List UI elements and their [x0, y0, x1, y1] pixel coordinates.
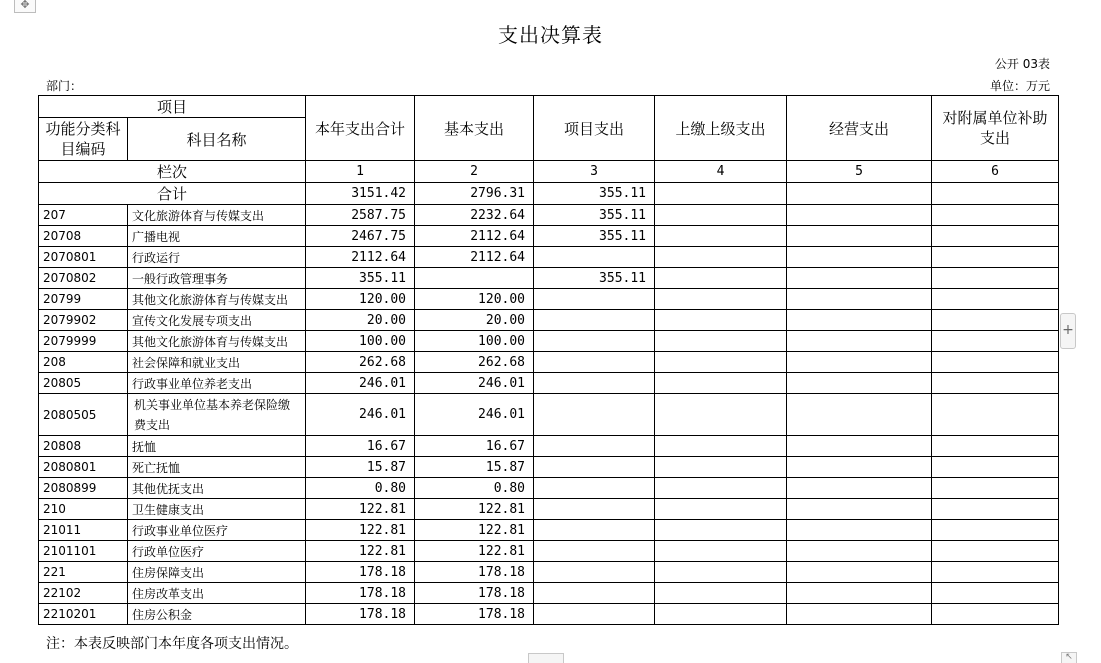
basic-cell: 246.01: [415, 394, 534, 436]
unit-label: 单位：万元: [989, 79, 1050, 93]
remit-cell: [655, 289, 787, 310]
code-cell: 2070802: [39, 268, 128, 289]
business-cell: [787, 436, 932, 457]
table-row: [39, 562, 1059, 583]
subsidy-cell: [932, 310, 1059, 331]
subject-name-cell: 广播电视: [128, 226, 306, 247]
project-cell: [534, 457, 655, 478]
code-cell: 2079999: [39, 331, 128, 352]
code-cell: 207: [39, 205, 128, 226]
code-cell: 208: [39, 352, 128, 373]
basic-cell: 100.00: [415, 331, 534, 352]
code-cell: 2080899: [39, 478, 128, 499]
expenditure-table: [38, 95, 1059, 625]
business-cell: [787, 373, 932, 394]
total-cell: 15.87: [306, 457, 415, 478]
header-item: 项目: [39, 96, 306, 118]
business-cell: [787, 289, 932, 310]
basic-cell: 122.81: [415, 499, 534, 520]
total-basic-cell: 2796.31: [415, 183, 534, 205]
basic-cell: 20.00: [415, 310, 534, 331]
project-cell: [534, 310, 655, 331]
remit-cell: [655, 583, 787, 604]
total-cell: 122.81: [306, 520, 415, 541]
business-cell: [787, 604, 932, 625]
table-row: [39, 478, 1059, 499]
table-row: [39, 352, 1059, 373]
header-basic: 基本支出: [415, 96, 534, 161]
subject-name-cell: 行政事业单位养老支出: [128, 373, 306, 394]
header-func-code: 功能分类科目编码: [39, 118, 128, 161]
project-cell: 355.11: [534, 226, 655, 247]
code-cell: 20808: [39, 436, 128, 457]
basic-cell: 16.67: [415, 436, 534, 457]
business-cell: [787, 520, 932, 541]
business-cell: [787, 499, 932, 520]
subject-name-cell: 抚恤: [128, 436, 306, 457]
basic-cell: 122.81: [415, 541, 534, 562]
column-index: 5: [787, 161, 932, 183]
code-cell: 2080801: [39, 457, 128, 478]
total-cell: 2112.64: [306, 247, 415, 268]
subject-name-cell: 住房改革支出: [128, 583, 306, 604]
basic-cell: 2112.64: [415, 226, 534, 247]
remit-cell: [655, 520, 787, 541]
subsidy-cell: [932, 541, 1059, 562]
total-cell: 20.00: [306, 310, 415, 331]
project-cell: [534, 499, 655, 520]
table-row: [39, 541, 1059, 562]
remit-cell: [655, 373, 787, 394]
form-number: 公开 03表: [994, 57, 1050, 71]
total-label: 合计: [39, 183, 306, 205]
total-project-cell: 355.11: [534, 183, 655, 205]
subsidy-cell: [932, 436, 1059, 457]
basic-cell: 2112.64: [415, 247, 534, 268]
table-row: [39, 604, 1059, 625]
header-business: 经营支出: [787, 96, 932, 161]
total-cell: 122.81: [306, 541, 415, 562]
code-cell: 20805: [39, 373, 128, 394]
code-cell: 20708: [39, 226, 128, 247]
table-row: [39, 226, 1059, 247]
total-cell: 16.67: [306, 436, 415, 457]
subsidy-cell: [932, 394, 1059, 436]
table-row: [39, 331, 1059, 352]
code-cell: 21011: [39, 520, 128, 541]
basic-cell: 2232.64: [415, 205, 534, 226]
basic-cell: 262.68: [415, 352, 534, 373]
subject-name-cell: 卫生健康支出: [128, 499, 306, 520]
remit-cell: [655, 331, 787, 352]
subsidy-cell: [932, 247, 1059, 268]
subject-name-cell: 机关事业单位基本养老保险缴费支出: [128, 394, 306, 436]
project-cell: [534, 541, 655, 562]
table-row: [39, 268, 1059, 289]
code-cell: 221: [39, 562, 128, 583]
column-index: 6: [932, 161, 1059, 183]
table-row: [39, 520, 1059, 541]
table-row: [39, 247, 1059, 268]
header-subsidy: 对附属单位补助支出: [932, 96, 1059, 161]
table-row: [39, 373, 1059, 394]
header-total: 本年支出合计: [306, 96, 415, 161]
column-index: 1: [306, 161, 415, 183]
total-cell: 2587.75: [306, 205, 415, 226]
total-cell: 120.00: [306, 289, 415, 310]
project-cell: [534, 436, 655, 457]
page-title: 支出决算表: [498, 23, 603, 47]
subject-name-cell: 行政运行: [128, 247, 306, 268]
project-cell: [534, 289, 655, 310]
business-cell: [787, 457, 932, 478]
project-cell: [534, 562, 655, 583]
project-cell: [534, 331, 655, 352]
header-subject-name: 科目名称: [128, 118, 306, 161]
column-index: 4: [655, 161, 787, 183]
basic-cell: 15.87: [415, 457, 534, 478]
basic-cell: 178.18: [415, 583, 534, 604]
business-cell: [787, 310, 932, 331]
table-row: [39, 310, 1059, 331]
remit-cell: [655, 436, 787, 457]
subsidy-cell: [932, 373, 1059, 394]
subsidy-cell: [932, 226, 1059, 247]
basic-cell: 122.81: [415, 520, 534, 541]
business-cell: [787, 268, 932, 289]
remit-cell: [655, 268, 787, 289]
business-cell: [787, 205, 932, 226]
code-cell: 2079902: [39, 310, 128, 331]
subsidy-cell: [932, 457, 1059, 478]
subject-name-cell: 一般行政管理事务: [128, 268, 306, 289]
total-cell: 2467.75: [306, 226, 415, 247]
business-cell: [787, 541, 932, 562]
code-cell: 210: [39, 499, 128, 520]
table-row: [39, 394, 1059, 436]
code-cell: 2101101: [39, 541, 128, 562]
subject-name-cell: 其他优抚支出: [128, 478, 306, 499]
table-row: [39, 289, 1059, 310]
subject-name-cell: 文化旅游体育与传媒支出: [128, 205, 306, 226]
subsidy-cell: [932, 604, 1059, 625]
subsidy-cell: [932, 583, 1059, 604]
project-cell: [534, 373, 655, 394]
business-cell: [787, 247, 932, 268]
total-cell: 100.00: [306, 331, 415, 352]
total-cell: 246.01: [306, 373, 415, 394]
basic-cell: [415, 268, 534, 289]
total-subsidy-cell: [932, 183, 1059, 205]
subject-name-cell: 行政事业单位医疗: [128, 520, 306, 541]
code-cell: 20799: [39, 289, 128, 310]
total-cell: 122.81: [306, 499, 415, 520]
total-cell: 178.18: [306, 583, 415, 604]
column-index: 3: [534, 161, 655, 183]
remit-cell: [655, 499, 787, 520]
remit-cell: [655, 310, 787, 331]
remit-cell: [655, 604, 787, 625]
table-row: [39, 436, 1059, 457]
subject-name-cell: 其他文化旅游体育与传媒支出: [128, 331, 306, 352]
subject-name-cell: 住房公积金: [128, 604, 306, 625]
subject-name-cell: 宣传文化发展专项支出: [128, 310, 306, 331]
subsidy-cell: [932, 520, 1059, 541]
project-cell: [534, 604, 655, 625]
business-cell: [787, 583, 932, 604]
plus-icon[interactable]: +: [1060, 313, 1076, 349]
subsidy-cell: [932, 289, 1059, 310]
business-cell: [787, 226, 932, 247]
subject-name-cell: 住房保障支出: [128, 562, 306, 583]
subsidy-cell: [932, 268, 1059, 289]
business-cell: [787, 331, 932, 352]
business-cell: [787, 394, 932, 436]
table-row: [39, 583, 1059, 604]
project-cell: 355.11: [534, 205, 655, 226]
total-cell: 178.18: [306, 604, 415, 625]
remit-cell: [655, 541, 787, 562]
subsidy-cell: [932, 478, 1059, 499]
project-cell: [534, 478, 655, 499]
project-cell: [534, 583, 655, 604]
total-cell: 262.68: [306, 352, 415, 373]
project-cell: [534, 520, 655, 541]
total-sum-cell: 3151.42: [306, 183, 415, 205]
table-row: [39, 499, 1059, 520]
total-cell: 246.01: [306, 394, 415, 436]
footnote: 注：本表反映部门本年度各项支出情况。: [46, 636, 298, 652]
remit-cell: [655, 205, 787, 226]
column-index-label: 栏次: [39, 161, 306, 183]
resize-icon[interactable]: ↖: [1061, 652, 1077, 663]
remit-cell: [655, 247, 787, 268]
remit-cell: [655, 394, 787, 436]
total-cell: 0.80: [306, 478, 415, 499]
subject-name-cell: 社会保障和就业支出: [128, 352, 306, 373]
subject-name-cell: 其他文化旅游体育与传媒支出: [128, 289, 306, 310]
column-index: 2: [415, 161, 534, 183]
project-cell: [534, 352, 655, 373]
code-cell: 22102: [39, 583, 128, 604]
project-cell: [534, 247, 655, 268]
table-row: [39, 205, 1059, 226]
subject-name-cell: 行政单位医疗: [128, 541, 306, 562]
table-row: [39, 457, 1059, 478]
subject-name-cell: 死亡抚恤: [128, 457, 306, 478]
business-cell: [787, 562, 932, 583]
business-cell: [787, 352, 932, 373]
header-remit: 上缴上级支出: [655, 96, 787, 161]
department-label: 部门：: [46, 79, 83, 93]
basic-cell: 178.18: [415, 562, 534, 583]
remit-cell: [655, 226, 787, 247]
total-business-cell: [787, 183, 932, 205]
project-cell: 355.11: [534, 268, 655, 289]
total-cell: 178.18: [306, 562, 415, 583]
remit-cell: [655, 478, 787, 499]
subsidy-cell: [932, 562, 1059, 583]
basic-cell: 120.00: [415, 289, 534, 310]
remit-cell: [655, 457, 787, 478]
basic-cell: 178.18: [415, 604, 534, 625]
subsidy-cell: [932, 205, 1059, 226]
total-cell: 355.11: [306, 268, 415, 289]
subsidy-cell: [932, 352, 1059, 373]
total-row: [39, 183, 1059, 205]
code-cell: 2070801: [39, 247, 128, 268]
header-project: 项目支出: [534, 96, 655, 161]
table-move-handle-icon[interactable]: ✥: [14, 0, 36, 13]
total-remit-cell: [655, 183, 787, 205]
project-cell: [534, 394, 655, 436]
subsidy-cell: [932, 331, 1059, 352]
business-cell: [787, 478, 932, 499]
basic-cell: 0.80: [415, 478, 534, 499]
code-cell: 2210201: [39, 604, 128, 625]
basic-cell: 246.01: [415, 373, 534, 394]
subsidy-cell: [932, 499, 1059, 520]
remit-cell: [655, 352, 787, 373]
remit-cell: [655, 562, 787, 583]
code-cell: 2080505: [39, 394, 128, 436]
